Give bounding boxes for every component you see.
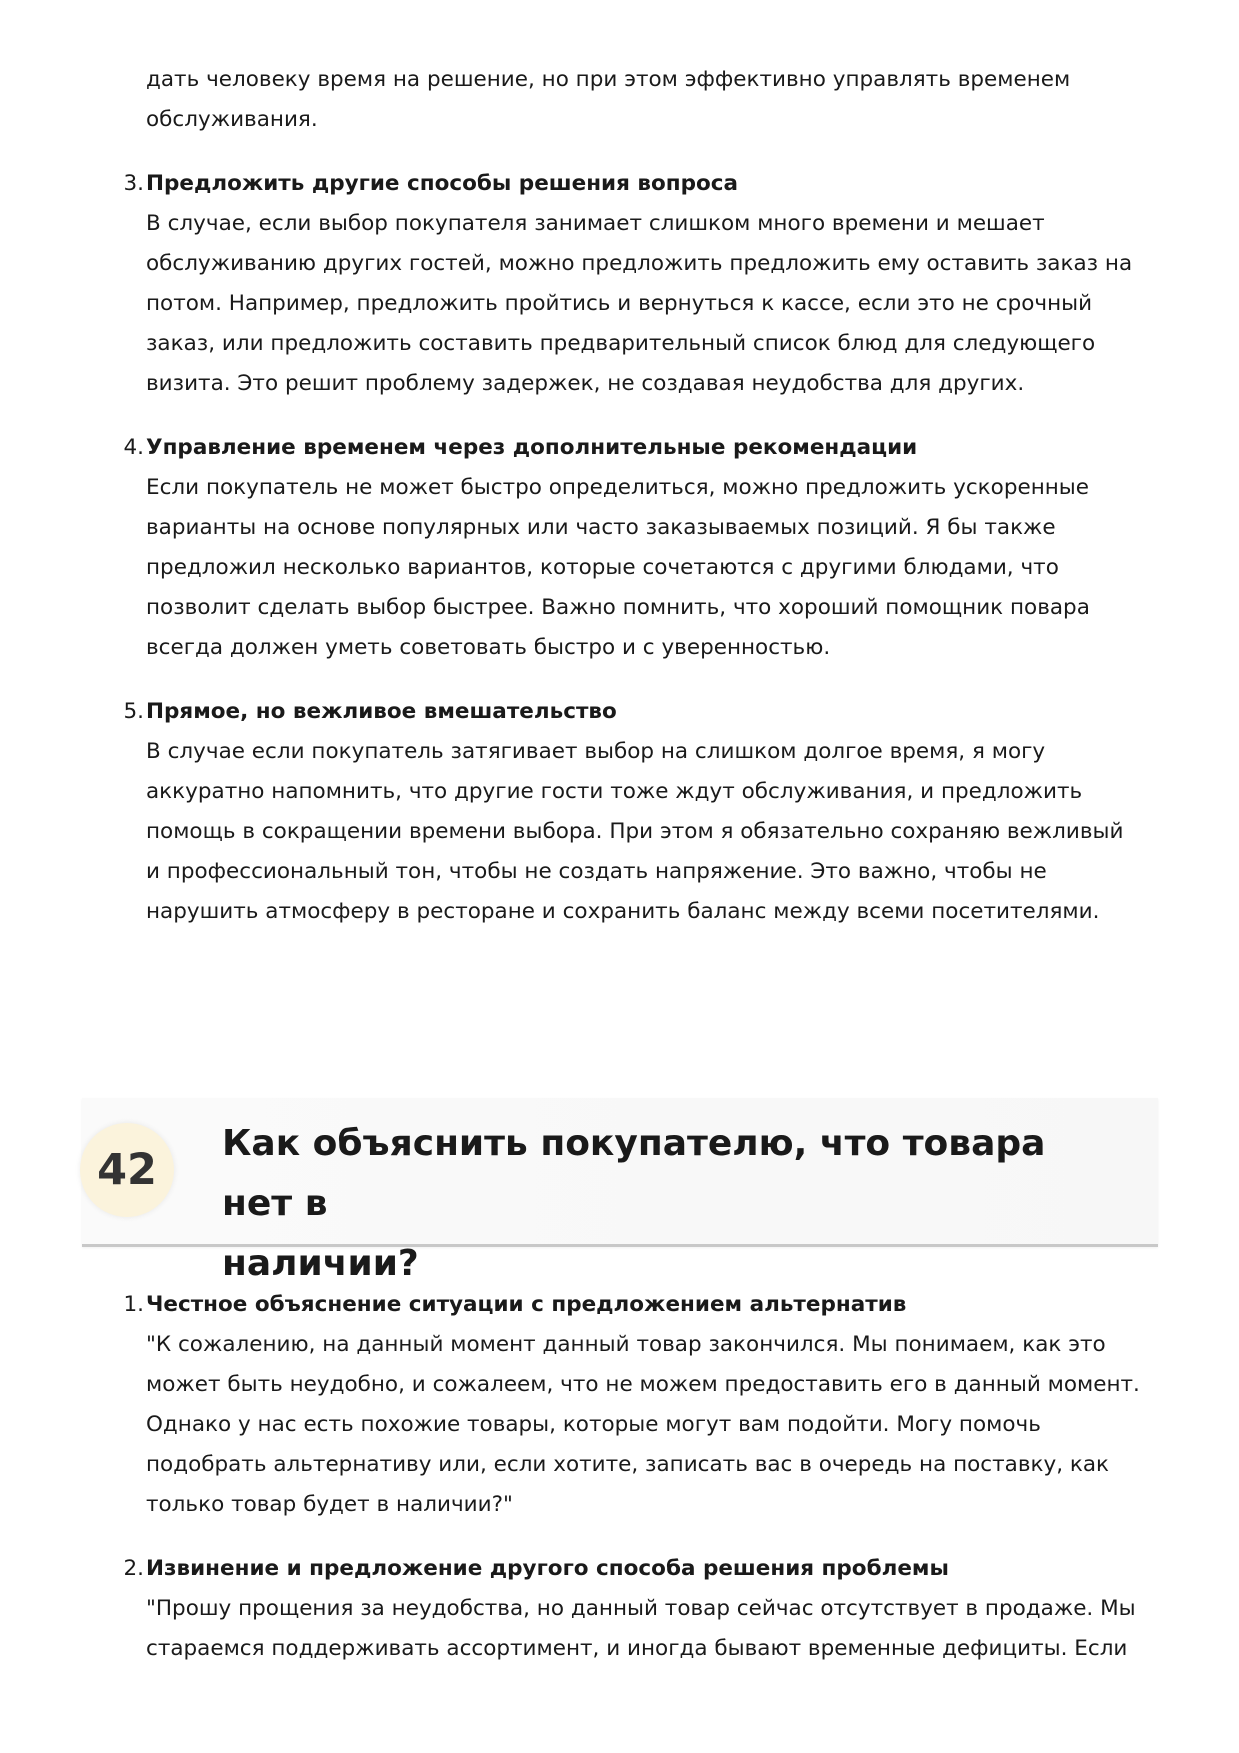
body-line: нарушить атмосферу в ресторане и сохранить баланс между всеми посетителями.	[146, 899, 1100, 924]
body-line: может быть неудобно, и сожалеем, что не можем предоставить его в данный момент.	[146, 1372, 1140, 1397]
body-line: визита. Это решит проблему задержек, не создавая неудобства для других.	[146, 371, 1025, 396]
body-line: всегда должен уметь советовать быстро и с уверенностью.	[146, 635, 831, 660]
body-line: позволит сделать выбор быстрее. Важно помнить, что хороший помощник повара	[146, 595, 1090, 620]
body-line: Однако у нас есть похожие товары, которые могут вам подойти. Могу помочь	[146, 1412, 1041, 1437]
list-item-heading: Честное объяснение ситуации с предложением альтернатив	[146, 1292, 907, 1317]
list-item-number: 4.	[123, 435, 144, 460]
body-line: заказ, или предложить составить предварительный список блюд для следующего	[146, 331, 1096, 356]
list-item-number: 1.	[123, 1292, 144, 1317]
list-item-number: 2.	[123, 1556, 144, 1581]
list-item-body	[146, 1589, 1156, 1669]
list-item-2	[110, 1549, 1170, 1669]
body-line: В случае если покупатель затягивает выбор на слишком долгое время, я могу	[146, 739, 1046, 764]
list-item-number: 3.	[123, 171, 144, 196]
list-item-body	[146, 468, 1156, 668]
list-item-heading: Управление временем через дополнительные рекомендации	[146, 435, 918, 460]
body-line: подобрать альтернативу или, если хотите, записать вас в очередь на поставку, как	[146, 1452, 1110, 1477]
body-line: обслуживанию других гостей, можно предложить предложить ему оставить заказ на	[146, 251, 1133, 276]
list-item-body	[146, 1325, 1156, 1525]
body-line: варианты на основе популярных или часто заказываемых позиций. Я бы также	[146, 515, 1056, 540]
body-line: стараемся поддерживать ассортимент, и иногда бывают временные дефициты. Если	[146, 1636, 1128, 1661]
list-item-body	[146, 732, 1156, 932]
list-item-5	[110, 692, 1170, 932]
body-line: предложил несколько вариантов, которые сочетаются с другими блюдами, что	[146, 555, 1059, 580]
list-item-body	[146, 204, 1156, 404]
body-line: "Прошу прощения за неудобства, но данный товар сейчас отсутствует в продаже. Мы	[146, 1596, 1136, 1621]
list-item-4	[110, 428, 1170, 668]
body-line: Если покупатель не может быстро определиться, можно предложить ускоренные	[146, 475, 1090, 500]
intro-paragraph	[146, 60, 1146, 140]
intro-line: обслуживания.	[146, 107, 318, 132]
body-line: и профессиональный тон, чтобы не создать напряжение. Это важно, чтобы не	[146, 859, 1047, 884]
body-line: помощь в сокращении времени выбора. При этом я обязательно сохраняю вежливый	[146, 819, 1124, 844]
list-item-1	[110, 1285, 1170, 1525]
intro-line: дать человеку время на решение, но при этом эффективно управлять временем	[146, 67, 1071, 92]
list-item-3	[110, 164, 1170, 404]
section-title-line: Как объяснить покупателю, что товара нет в	[222, 1123, 1046, 1224]
body-line: потом. Например, предложить пройтись и вернуться к кассе, если это не срочный	[146, 291, 1093, 316]
list-item-heading: Предложить другие способы решения вопроса	[146, 171, 739, 196]
list-item-number: 5.	[123, 699, 144, 724]
body-line: только товар будет в наличии?"	[146, 1492, 513, 1517]
list-item-heading: Извинение и предложение другого способа решения проблемы	[146, 1556, 949, 1581]
section-title-line: наличии?	[222, 1243, 419, 1284]
list-item-heading: Прямое, но вежливое вмешательство	[146, 699, 617, 724]
section-number-badge: 42	[80, 1123, 174, 1217]
body-line: "К сожалению, на данный момент данный товар закончился. Мы понимаем, как это	[146, 1332, 1106, 1357]
body-line: аккуратно напомнить, что другие гости тоже ждут обслуживания, и предложить	[146, 779, 1083, 804]
section-title	[222, 1114, 1122, 1294]
body-line: В случае, если выбор покупателя занимает слишком много времени и мешает	[146, 211, 1045, 236]
